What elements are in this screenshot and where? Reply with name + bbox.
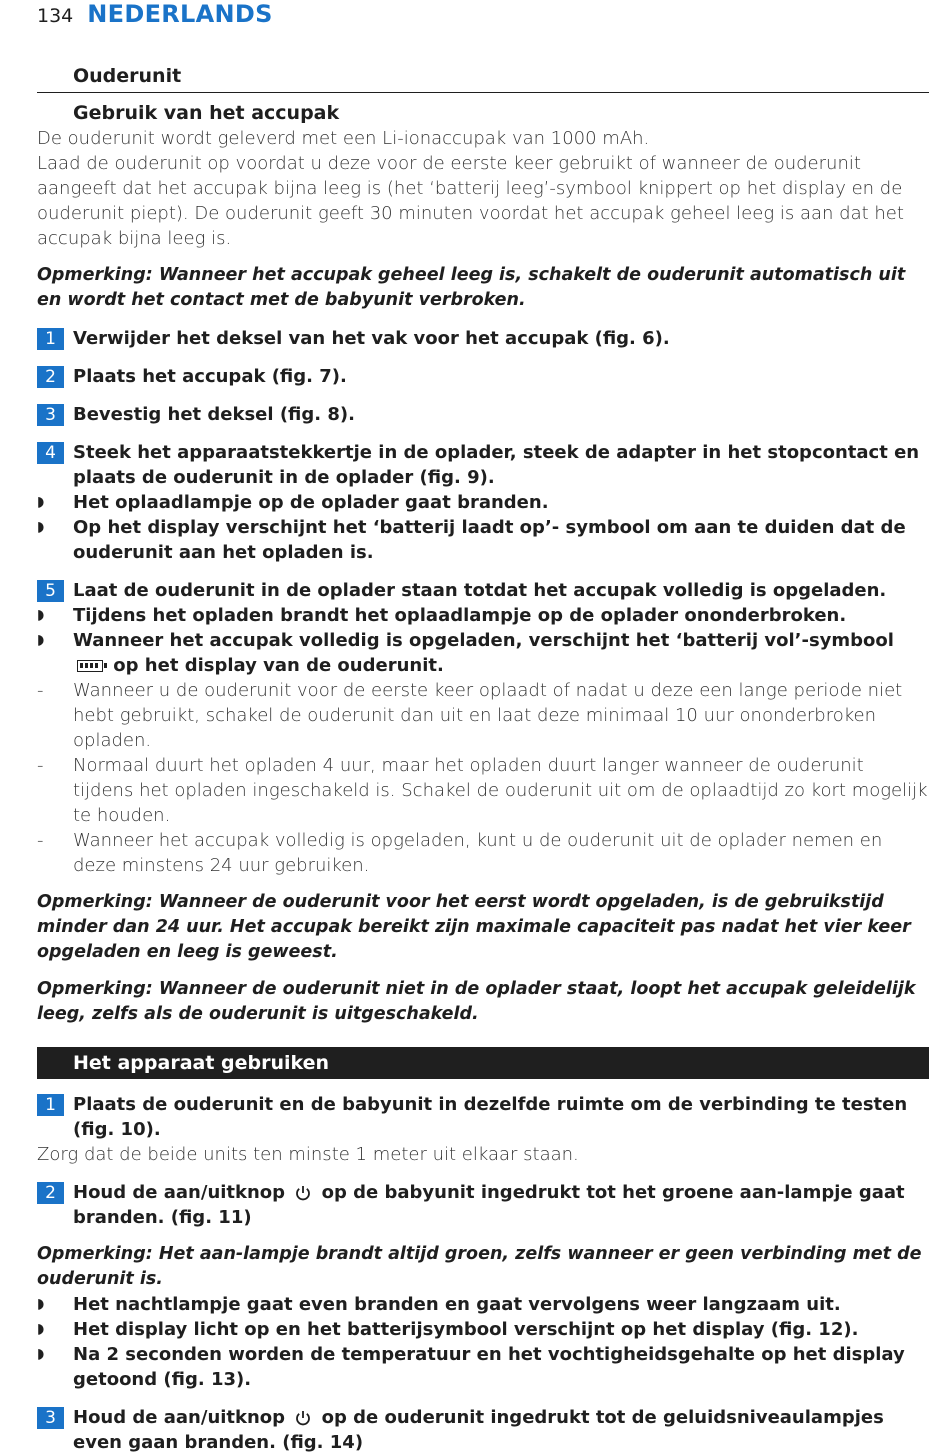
bullet-text: Het display licht op en het batterijsymbool verschijnt op het display (fig. 12).: [73, 1319, 859, 1340]
bullet-text: [73, 628, 929, 678]
step-number-badge: 1: [37, 328, 64, 350]
dash-text: Wanneer het accupak volledig is opgeladen, kunt u de ouderunit uit de oplader nemen en deze minstens 24 uur gebruiken.: [73, 830, 883, 876]
step-item: [37, 364, 929, 389]
step-text: [73, 1405, 929, 1455]
bullet-text: Tijdens het opladen brandt het oplaadlampje op de oplader ononderbroken.: [73, 605, 847, 626]
dash-text: Wanneer u de ouderunit voor de eerste keer oplaadt of nadat u deze een lange periode niet hebt gebruikt, schakel de ouderunit dan uit en laat deze minimaal 10 uur ononderbroken opladen.: [73, 680, 903, 751]
bullet-text-part: Wanneer het accupak volledig is opgeladen, verschijnt het ‘batterij vol’-symbool: [73, 630, 894, 651]
dash-item: [37, 753, 929, 828]
triangle-bullet-icon: ◗: [37, 632, 45, 648]
step-item: [37, 402, 929, 427]
bullet-text-part: op het display van de ouderunit.: [113, 655, 444, 676]
bullet-item: [37, 603, 929, 628]
step-item: [37, 578, 929, 603]
bullet-text: Op het display verschijnt het ‘batterij laadt op’- symbool om aan te duiden dat de ouderunit aan het opladen is.: [73, 517, 906, 563]
step-text: Laat de ouderunit in de oplader staan totdat het accupak volledig is opgeladen.: [73, 580, 887, 601]
triangle-bullet-icon: ◗: [37, 607, 45, 623]
subheading-accupak: Gebruik van het accupak: [73, 102, 340, 124]
triangle-bullet-icon: ◗: [37, 1296, 45, 1312]
note: Opmerking: Het aan-lampje brandt altijd groen, zelfs wanneer er geen verbinding met de ouderunit is.: [37, 1244, 922, 1289]
paragraph: De ouderunit wordt geleverd met een Li-ionaccupak van 1000 mAh.: [37, 128, 650, 149]
page-content: [37, 62, 929, 1455]
note: Opmerking: Wanneer het accupak geheel leeg is, schakelt de ouderunit automatisch uit en wordt het contact met de babyunit verbroken.: [37, 265, 906, 310]
step-number-badge: 3: [37, 1407, 64, 1429]
step-item: [37, 1405, 929, 1455]
step-item: [37, 440, 929, 490]
step-text: Plaats de ouderunit en de babyunit in dezelfde ruimte om de verbinding te testen (fig. 10).: [73, 1094, 908, 1140]
triangle-bullet-icon: ◗: [37, 1321, 45, 1337]
step-number-badge: 3: [37, 404, 64, 426]
step-text: Bevestig het deksel (fig. 8).: [73, 404, 355, 425]
section-title-bar: Het apparaat gebruiken: [37, 1047, 929, 1079]
step-item: [37, 1092, 929, 1142]
step-text-part: op de ouderunit ingedrukt tot de geluidsniveaulampjes even gaan branden. (fig. 14): [73, 1407, 884, 1453]
bullet-item: [37, 515, 929, 565]
dash-item: [37, 828, 929, 878]
dash-marker: -: [37, 680, 44, 701]
triangle-bullet-icon: ◗: [37, 519, 45, 535]
paragraph: Zorg dat de beide units ten minste 1 meter uit elkaar staan.: [37, 1144, 579, 1165]
step-text: [73, 1180, 929, 1230]
bullet-item: [37, 1317, 929, 1342]
step-number-badge: 4: [37, 442, 64, 464]
step-number-badge: 2: [37, 366, 64, 388]
note: Opmerking: Wanneer de ouderunit niet in de oplader staat, loopt het accupak geleidelijk leeg, zelfs als de ouderunit is uitgeschakeld.: [37, 979, 916, 1024]
bullet-text: Het oplaadlampje op de oplader gaat branden.: [73, 492, 549, 513]
page-number: 134: [37, 5, 74, 27]
dash-item: [37, 678, 929, 753]
power-icon: [295, 1185, 311, 1201]
dash-marker: -: [37, 755, 44, 776]
step-number-badge: 1: [37, 1094, 64, 1116]
triangle-bullet-icon: ◗: [37, 1346, 45, 1362]
section-title-ouderunit: Ouderunit: [73, 65, 182, 87]
bullet-text: Na 2 seconden worden de temperatuur en het vochtigheidsgehalte op het display getoond (fig. 13).: [73, 1344, 905, 1390]
paragraph: Laad de ouderunit op voordat u deze voor de eerste keer gebruikt of wanneer de ouderunit aangeeft dat het accupak bijna leeg is (het ‘batterij leeg’-symbool knippert op het display en de ouderunit piept). De ouderunit geeft 30 minuten voordat het accupak geheel leeg is aan dat het accupak bijna leeg is.: [37, 153, 904, 249]
power-icon: [295, 1410, 311, 1426]
step-number-badge: 5: [37, 580, 64, 602]
step-item: [37, 326, 929, 351]
step-text: Steek het apparaatstekkertje in de oplader, steek de adapter in het stopcontact en plaats de ouderunit in de oplader (fig. 9).: [73, 442, 920, 488]
page-header: [37, 0, 273, 28]
step-text-part: Houd de aan/uitknop: [73, 1407, 286, 1428]
dash-marker: -: [37, 830, 44, 851]
bullet-item: [37, 1292, 929, 1317]
bullet-item: [37, 490, 929, 515]
step-text: Verwijder het deksel van het vak voor het accupak (fig. 6).: [73, 328, 670, 349]
note: Opmerking: Wanneer de ouderunit voor het eerst wordt opgeladen, is de gebruikstijd minder dan 24 uur. Het accupak bereikt zijn maximale capaciteit pas nadat het vier keer opgeladen en leeg is geweest.: [37, 892, 911, 962]
battery-full-icon: [77, 660, 103, 672]
step-text-part: op de babyunit ingedrukt tot het groene aan-lampje gaat branden. (fig. 11): [73, 1182, 905, 1228]
page-language-title: NEDERLANDS: [87, 0, 273, 28]
step-text-part: Houd de aan/uitknop: [73, 1182, 286, 1203]
step-item: [37, 1180, 929, 1230]
bullet-item: [37, 628, 929, 678]
dash-text: Normaal duurt het opladen 4 uur, maar het opladen duurt langer wanneer de ouderunit tijdens het opladen ingeschakeld is. Schakel de ouderunit uit om de oplaadtijd zo kort mogelijk te houden.: [73, 755, 928, 826]
bullet-item: [37, 1342, 929, 1392]
section-divider: [37, 92, 929, 93]
triangle-bullet-icon: ◗: [37, 494, 45, 510]
bullet-text: Het nachtlampje gaat even branden en gaat vervolgens weer langzaam uit.: [73, 1294, 841, 1315]
step-text: Plaats het accupak (fig. 7).: [73, 366, 347, 387]
step-number-badge: 2: [37, 1182, 64, 1204]
